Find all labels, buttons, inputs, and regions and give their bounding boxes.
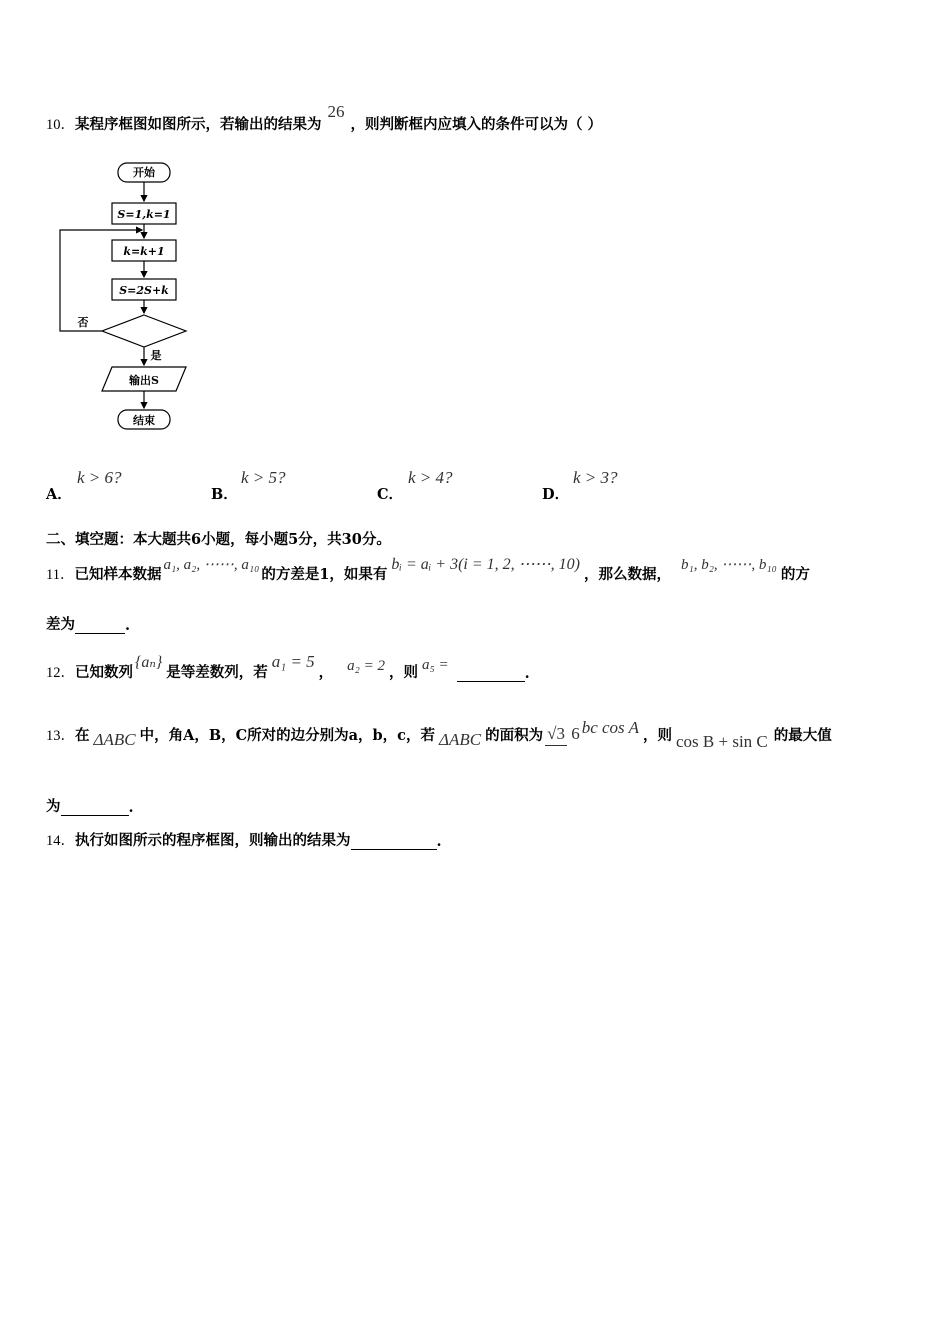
q11-number: 11． [46, 567, 75, 583]
q10-number: 10． [46, 117, 75, 133]
q13-t6: 为 [46, 798, 61, 815]
flow-step1-text: k=k+1 [123, 245, 165, 258]
q13-number: 13． [46, 727, 75, 744]
q11-t6: . [125, 617, 131, 634]
flow-output-text: 输出S [129, 374, 159, 387]
q11-t1: 已知样本数据 [74, 566, 162, 583]
section2-heading: 二、填空题：本大题共6小题，每小题5分，共30分。 [46, 531, 391, 548]
q13-fraction [545, 723, 580, 746]
flow-end-text: 结束 [133, 414, 155, 427]
option-c-label: C． [377, 486, 404, 503]
q10-value: 26 [327, 102, 345, 121]
flow-decision-diamond [102, 315, 186, 347]
q11-m2: bᵢ = aᵢ + 3(i = 1, 2, ⋯⋯, 10) [391, 556, 580, 573]
flow-step2-text: S=2S+k [119, 284, 169, 297]
option-c-math: k > 4? [408, 468, 453, 487]
q12-t3: ， [318, 664, 334, 681]
q13-m3: bc cos A [581, 718, 639, 737]
q11-answer-blank[interactable] [75, 619, 125, 634]
q14-number: 14． [46, 833, 75, 849]
q11-t2: 的方差是1，如果有 [261, 566, 388, 583]
q14-line [46, 830, 442, 850]
flow-yes-label: 是 [150, 349, 162, 362]
q13-m2: ΔABC [439, 730, 482, 749]
q10-flowchart [50, 155, 200, 440]
q13-m1: ΔABC [93, 730, 136, 749]
q12-m1: {aₙ} [135, 654, 163, 671]
q13-frac-bot: 6 [571, 723, 580, 743]
flow-no-label: 否 [77, 316, 89, 329]
q11-t4: 的方 [780, 566, 810, 583]
q13-t4: ，则 [643, 726, 672, 744]
q12-m2: a₁ = 5 [271, 652, 315, 671]
q13-answer-blank[interactable] [61, 801, 129, 816]
q13-frac-top: √3 [545, 723, 567, 746]
q13-t2: 中，角A，B，C所对的边分别为a，b，c，若 [139, 726, 436, 744]
q12-t4: ，则 [389, 664, 419, 681]
q12-t2: 是等差数列，若 [166, 664, 268, 681]
q11-m3: b₁, b₂, ⋯⋯, b₁₀ [680, 557, 777, 573]
q11-line2 [46, 614, 130, 634]
q12-t1: 已知数列 [75, 664, 133, 681]
q14-text: 执行如图所示的程序框图，则输出的结果为 [75, 832, 351, 849]
q12-number: 12． [46, 665, 75, 681]
q13-t3: 的面积为 [485, 726, 544, 744]
flow-start-text: 开始 [133, 166, 155, 179]
flow-init-text: S=1,k=1 [117, 208, 171, 221]
q12-answer-blank[interactable] [457, 667, 525, 682]
q13-t5: 的最大值 [773, 726, 832, 744]
option-d-label: D． [542, 486, 570, 503]
option-b-label: B． [211, 486, 238, 503]
q10-text-a: 某程序框图如图所示，若输出的结果为 [75, 116, 322, 133]
option-a-label: A． [46, 486, 72, 503]
q11-m1: a₁, a₂, ⋯⋯, a₁₀ [163, 557, 260, 573]
option-d-math: k > 3? [573, 468, 618, 487]
q13-t1: 在 [75, 726, 90, 744]
q13-line [46, 706, 832, 762]
q14-end: . [436, 833, 442, 850]
q13-t7: . [128, 799, 134, 816]
q12-t5: . [524, 665, 530, 682]
q12-m4: a₅ = [422, 657, 449, 673]
q11-line [46, 552, 810, 584]
option-a-math: k > 6? [77, 468, 122, 487]
q12-m3: a₂ = 2 [347, 658, 386, 674]
q11-t5: 差为 [46, 616, 75, 633]
q13-line2 [46, 796, 134, 816]
q11-t3: ，那么数据， [583, 566, 671, 583]
q14-answer-blank[interactable] [351, 835, 437, 850]
option-b-math: k > 5? [241, 468, 286, 487]
q10-line [46, 104, 602, 134]
q12-line [46, 650, 530, 682]
q13-m4: cos B + sin C [676, 732, 768, 751]
q10-text-b: ，则判断框内应填入的条件可以为（ ） [350, 116, 603, 133]
